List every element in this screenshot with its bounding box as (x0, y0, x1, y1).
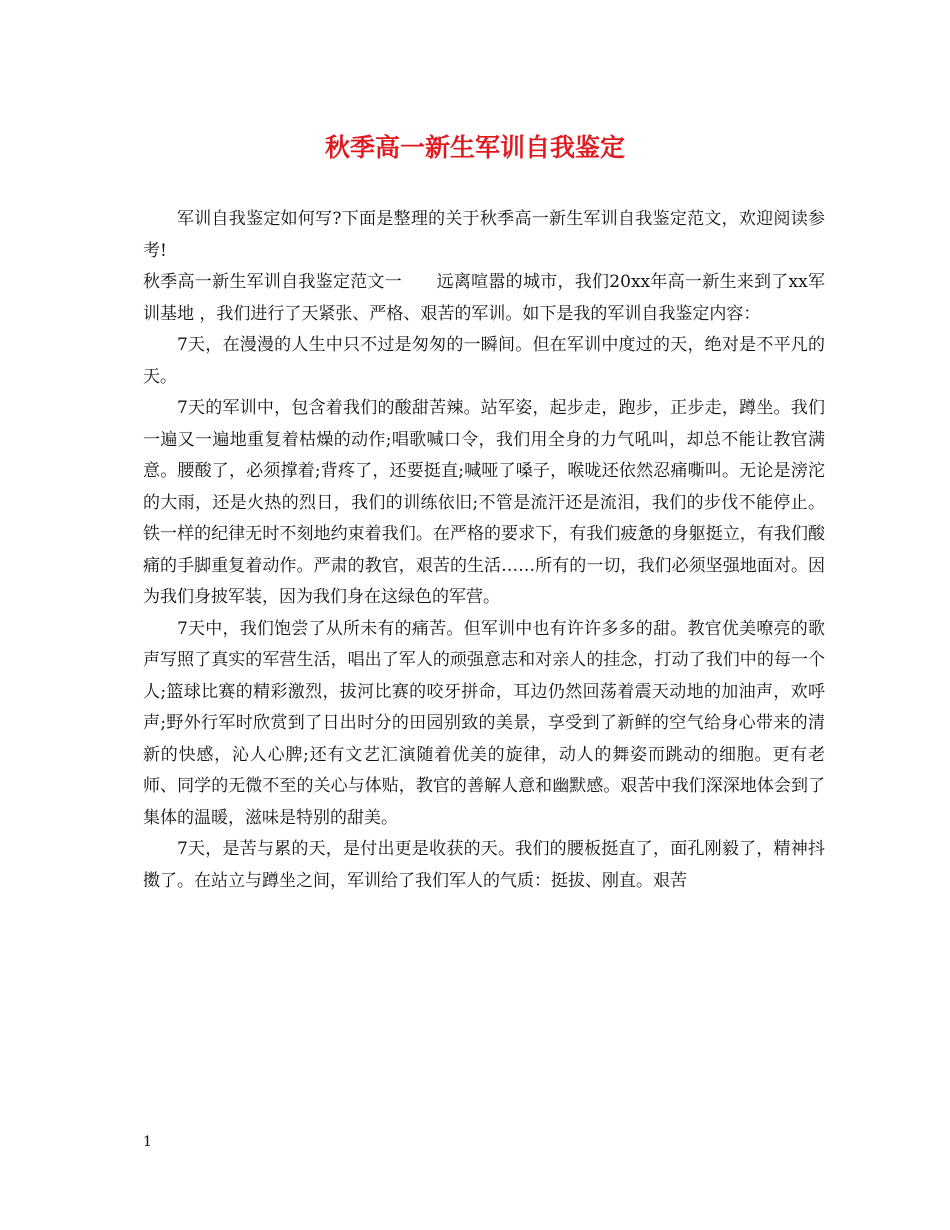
document-body (143, 204, 825, 897)
document-title: 秋季高一新生军训自我鉴定 (324, 133, 625, 162)
paragraph: 7天，是苦与累的天，是付出更是收获的天。我们的腰板挺直了，面孔刚毅了，精神抖擞了。在站立与蹲坐之间，军训给了我们军人的气质：挺拔、刚直。艰苦 (143, 839, 825, 891)
paragraph: 7天，在漫漫的人生中只不过是匆匆的一瞬间。但在军训中度过的天，绝对是不平凡的天。 (143, 335, 825, 387)
paragraph: 7天的军训中，包含着我们的酸甜苦辣。站军姿，起步走，跑步，正步走，蹲坐。我们一遍又一遍地重复着枯燥的动作;唱歌喊口令，我们用全身的力气吼叫，却总不能让教官满意。腰酸了，必须撑着;背疼了，还要挺直;喊哑了嗓子，喉咙还依然忍痛嘶叫。无论是滂沱的大雨，还是火热的烈日，我们的训练依旧;不管是流汗还是流泪，我们的步伐不能停止。铁一样的纪律无时不刻地约束着我们。在严格的要求下，有我们疲惫的身躯挺立，有我们酸痛的手脚重复着动作。严肃的教官，艰苦的生活……所有的一切，我们必须坚强地面对。因为我们身披军装，因为我们身在这绿色的军营。 (143, 398, 825, 607)
paragraph: 7天中，我们饱尝了从所未有的痛苦。但军训中也有许许多多的甜。教官优美嘹亮的歌声写照了真实的军营生活，唱出了军人的顽强意志和对亲人的挂念，打动了我们中的每一个人;篮球比赛的精彩激烈，拔河比赛的咬牙拼命，耳边仍然回荡着震天动地的加油声，欢呼声;野外行军时欣赏到了日出时分的田园别致的美景，享受到了新鲜的空气给身心带来的清新的快感，沁人心脾;还有文艺汇演随着优美的旋律，动人的舞姿而跳动的细胞。更有老师、同学的无微不至的关心与体贴，教官的善解人意和幽默感。艰苦中我们深深地体会到了集体的温暖，滋味是特别的甜美。 (143, 618, 825, 828)
paragraph-intro: 军训自我鉴定如何写?下面是整理的关于秋季高一新生军训自我鉴定范文，欢迎阅读参考! (143, 209, 825, 261)
paragraph-sample-heading: 秋季高一新生军训自我鉴定范文一 远离喧嚣的城市，我们20xx年高一新生来到了xx军训基地 ，我们进行了天紧张、严格、艰苦的军训。如下是我的军训自我鉴定内容： (143, 272, 825, 324)
page-number: 1 (143, 1134, 152, 1150)
